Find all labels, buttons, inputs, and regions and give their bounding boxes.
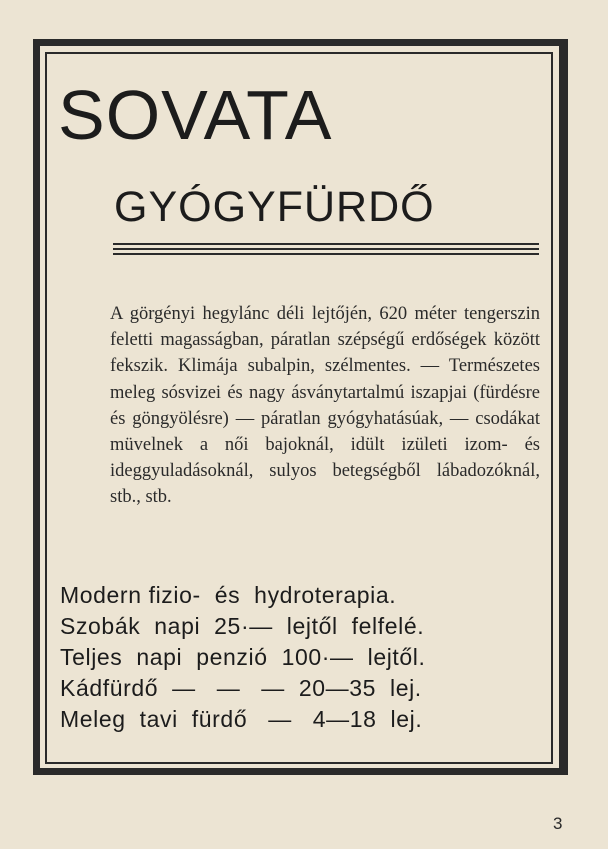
page-subtitle: GYÓGYFÜRDŐ xyxy=(114,183,435,231)
price-line-rooms: Szobák napi 25·— lejtől felfelé. xyxy=(60,613,425,639)
price-line-lake-bath: Meleg tavi fürdő — 4—18 lej. xyxy=(60,706,423,732)
page-number: 3 xyxy=(553,814,563,833)
price-list xyxy=(60,580,500,735)
rule-line xyxy=(113,243,539,245)
rule-line xyxy=(113,253,539,255)
description-paragraph: A görgényi hegylánc déli lejtőjén, 620 méter tengerszin feletti magasságban, páratlan szépségű erdőségek között fekszik. Klimája subalpin, szélmentes. — Természetes meleg sósvizei és nagy ásványtartalmú iszapjai (fürdésre és göngyölésre) — páratlan gyógyhatásúak, — csodákat müvelnek a női bajoknál, idült izületi izom- és ideggyuladásoknál, sulyos betegségből lábadozóknál, stb., stb. xyxy=(110,304,540,508)
decorative-rules xyxy=(113,243,539,258)
price-line-pension: Teljes napi penzió 100·— lejtől. xyxy=(60,644,426,670)
page-title: SOVATA xyxy=(58,76,333,154)
price-line-tub-bath: Kádfürdő — — — 20—35 lej. xyxy=(60,675,422,701)
rule-line xyxy=(113,248,539,250)
price-line-therapy: Modern fizio- és hydroterapia. xyxy=(60,582,397,608)
